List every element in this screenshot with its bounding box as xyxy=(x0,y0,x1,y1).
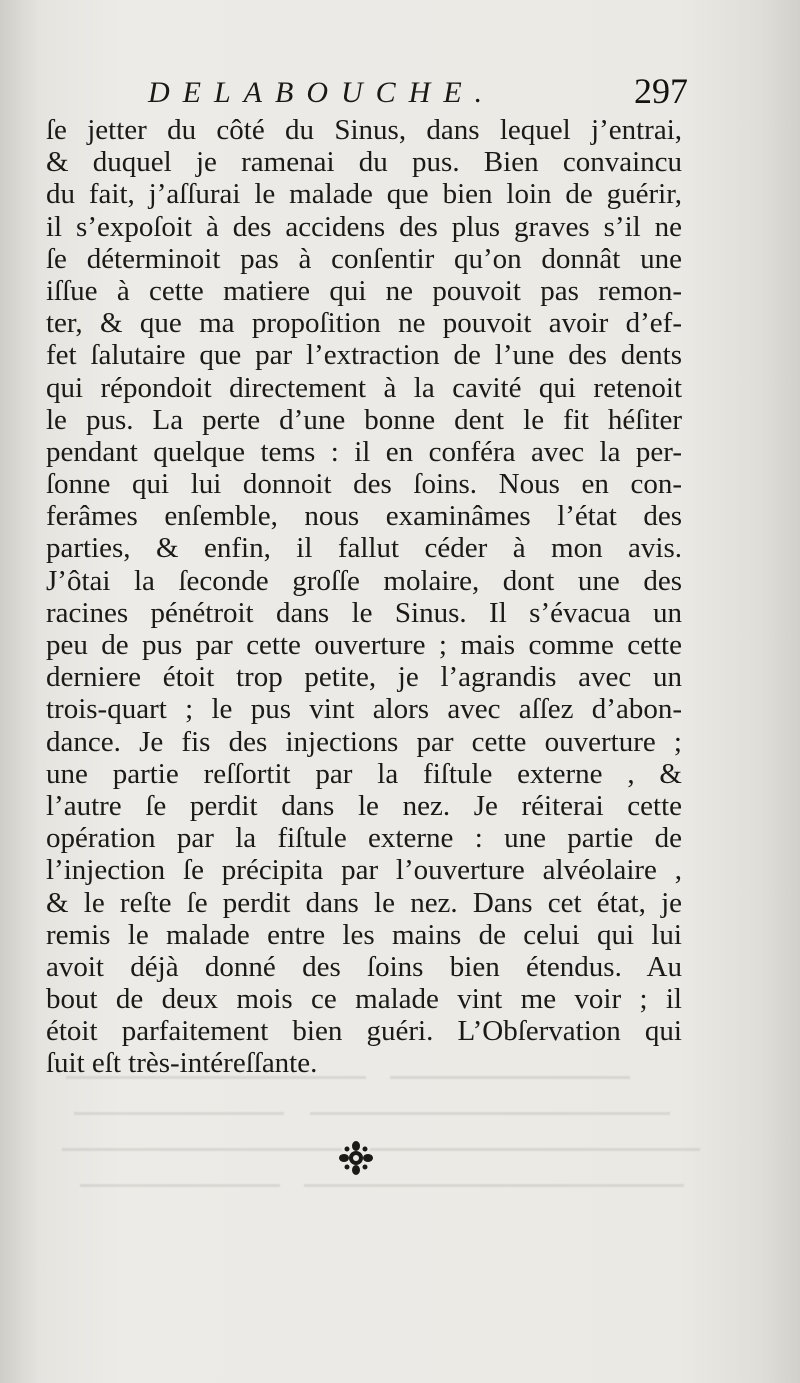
page-number: 297 xyxy=(634,71,688,111)
text-line: il s’expoſoit à des accidens des plus graves s’il ne xyxy=(46,210,682,243)
text-line: J’ôtai la ſeconde groſſe molaire, dont une des xyxy=(46,564,682,597)
text-line: qui répondoit directement à la cavité qui retenoit xyxy=(46,371,682,404)
text-line: ſonne qui lui donnoit des ſoins. Nous en con- xyxy=(46,468,682,501)
text-line: ſuit eſt très-intéreſſante. xyxy=(46,1047,318,1080)
text-line: ſe déterminoit pas à conſentir qu’on donnât une xyxy=(46,242,682,275)
show-through-texture xyxy=(60,1068,740,1218)
page-header xyxy=(148,68,688,112)
text-line: remis le malade entre les mains de celui qui lui xyxy=(46,918,682,951)
text-line: dance. Je fis des injections par cette ouverture ; xyxy=(46,725,682,758)
text-line: une partie reſſortit par la fiſtule externe , & xyxy=(46,757,682,790)
text-line: opération par la fiſtule externe : une partie de xyxy=(46,822,682,855)
text-line: & le reſte ſe perdit dans le nez. Dans cet état, je xyxy=(46,886,682,919)
text-line: bout de deux mois ce malade vint me voir ; il xyxy=(46,983,682,1016)
text-line: derniere étoit trop petite, je l’agrandis avec un xyxy=(46,661,682,694)
running-title: DELABOUCHE. xyxy=(148,76,496,109)
show-through-marks xyxy=(60,1068,740,1218)
text-line: peu de pus par cette ouverture ; mais comme cette xyxy=(46,629,682,661)
text-line: trois-quart ; le pus vint alors avec aſſez d’abon- xyxy=(46,693,682,726)
text-line: fet ſalutaire que par l’extraction de l’une des dents xyxy=(46,339,682,372)
text-line: étoit parfaitement bien guéri. L’Obſervation qui xyxy=(46,1015,682,1048)
text-line: l’autre ſe perdit dans le nez. Je réiterai cette xyxy=(46,789,682,822)
text-line: avoit déjà donné des ſoins bien étendus. Au xyxy=(46,950,682,983)
text-line: du fait, j’aſſurai le malade que bien loin de guérir, xyxy=(46,178,682,211)
text-line: pendant quelque tems : il en conféra avec la per- xyxy=(46,435,682,468)
text-line: racines pénétroit dans le Sinus. Il s’évacua un xyxy=(46,596,682,629)
text-line: ſe jetter du côté du Sinus, dans lequel j’entrai, xyxy=(46,114,682,146)
text-line: ferâmes enſemble, nous examinâmes l’état des xyxy=(46,500,682,533)
text-line: l’injection ſe précipita par l’ouverture alvéolaire , xyxy=(46,854,682,887)
text-line: ter, & que ma propoſition ne pouvoit avoir d’ef- xyxy=(46,307,682,340)
text-line: & duquel je ramenai du pus. Bien convaincu xyxy=(46,146,682,179)
text-line: le pus. La perte d’une bonne dent le fit héſiter xyxy=(46,403,682,436)
text-line: parties, & enfin, il fallut céder à mon avis. xyxy=(46,532,682,565)
text-line: iſſue à cette matiere qui ne pouvoit pas remon- xyxy=(46,274,682,307)
body-text xyxy=(46,114,682,1080)
